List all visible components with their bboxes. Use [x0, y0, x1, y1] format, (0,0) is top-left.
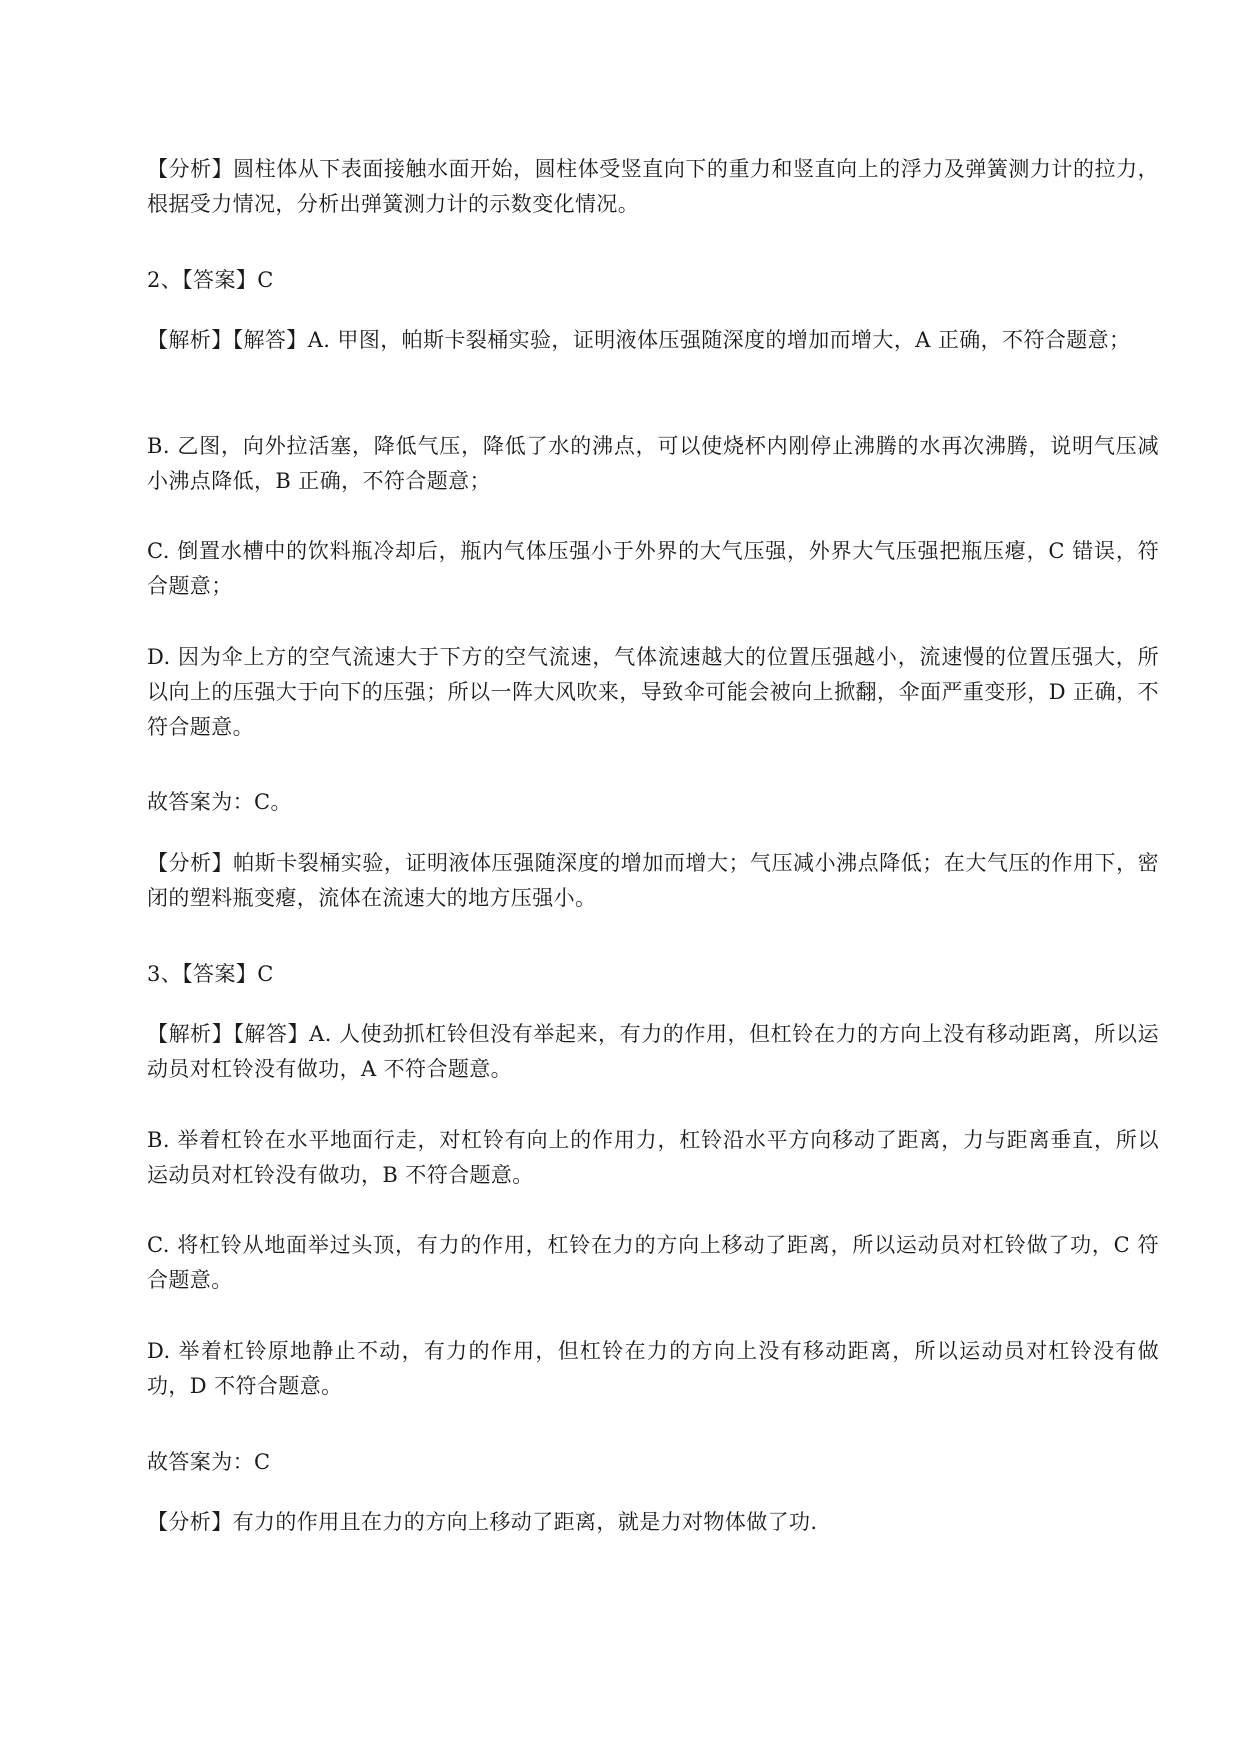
solution-paragraph-3b: B. 举着杠铃在水平地面行走，对杠铃有向上的作用力，杠铃沿水平方向移动了距离，力与距离垂直，所以运动员对杠铃没有做功，B 不符合题意。: [147, 1128, 1159, 1187]
analysis-paragraph-2: 【分析】帕斯卡裂桶实验，证明液体压强随深度的增加而增大；气压减小沸点降低；在大气压的作用下，密闭的塑料瓶变瘪，流体在流速大的地方压强小。: [147, 851, 1159, 910]
solution-paragraph-2c: C. 倒置水槽中的饮料瓶冷却后，瓶内气体压强小于外界的大气压强，外界大气压强把瓶压瘪，C 错误，符合题意；: [147, 539, 1159, 598]
solution-paragraph-3c: C. 将杠铃从地面举过头顶，有力的作用，杠铃在力的方向上移动了距离，所以运动员对杠铃做了功，C 符合题意。: [147, 1233, 1159, 1292]
answer-heading-3: 3、【答案】C: [147, 962, 274, 986]
answer-heading-2: 2、【答案】C: [147, 268, 274, 292]
final-answer-2: 故答案为：C。: [147, 790, 292, 814]
solution-paragraph-3a: 【解析】【解答】A. 人使劲抓杠铃但没有举起来，有力的作用，但杠铃在力的方向上没有移动距离，所以运动员对杠铃没有做功，A 不符合题意。: [147, 1022, 1159, 1081]
solution-paragraph-2a: 【解析】【解答】A. 甲图，帕斯卡裂桶实验，证明液体压强随深度的增加而增大，A 正确，不符合题意；: [147, 328, 1131, 352]
solution-paragraph-2d: D. 因为伞上方的空气流速大于下方的空气流速，气体流速越大的位置压强越小，流速慢的位置压强大，所以向上的压强大于向下的压强；所以一阵大风吹来，导致伞可能会被向上掀翻，伞面严重变形，D 正确，不符合题意。: [147, 645, 1159, 739]
solution-paragraph-3d: D. 举着杠铃原地静止不动，有力的作用，但杠铃在力的方向上没有移动距离，所以运动员对杠铃没有做功，D 不符合题意。: [147, 1339, 1159, 1398]
solution-paragraph-2b: B. 乙图，向外拉活塞，降低气压，降低了水的沸点，可以使烧杯内刚停止沸腾的水再次沸腾，说明气压减小沸点降低，B 正确，不符合题意；: [147, 434, 1159, 493]
analysis-paragraph-1: 【分析】圆柱体从下表面接触水面开始，圆柱体受竖直向下的重力和竖直向上的浮力及弹簧测力计的拉力，根据受力情况，分析出弹簧测力计的示数变化情况。: [147, 157, 1159, 216]
analysis-paragraph-3: 【分析】有力的作用且在力的方向上移动了距离，就是力对物体做了功.: [147, 1510, 818, 1534]
final-answer-3: 故答案为：C: [147, 1450, 271, 1474]
